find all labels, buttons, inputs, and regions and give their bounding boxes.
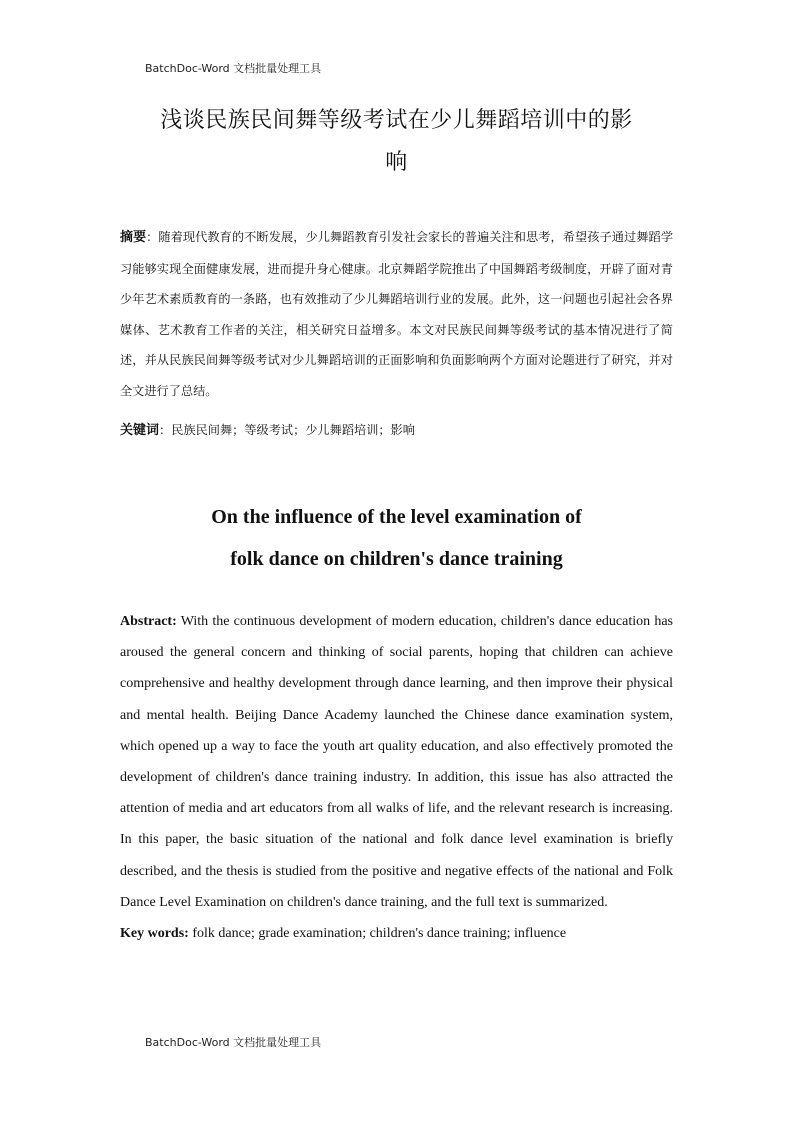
chinese-title-line-2: 响 — [385, 150, 408, 175]
chinese-abstract-text: 随着现代教育的不断发展，少儿舞蹈教育引发社会家长的普遍关注和思考，希望孩子通过舞蹈学习能够实现全面健康发展，进而提升身心健康。北京舞蹈学院推出了中国舞蹈考级制度，开辟了面对青少年艺术素质教育的一条路，也有效推动了少儿舞蹈培训行业的发展。此外，这一问题也引起社会各界媒体、艺术教育工作者的关注，相关研究日益增多。本文对民族民间舞等级考试的基本情况进行了简述，并从民族民间舞等级考试对少儿舞蹈培训的正面影响和负面影响两个方面对论题进行了研究，并对全文进行了总结。 — [120, 230, 674, 398]
chinese-keywords — [120, 418, 673, 443]
english-title — [120, 496, 673, 580]
chinese-abstract — [120, 222, 673, 407]
chinese-abstract-separator: ： — [146, 230, 159, 244]
english-title-line-2: folk dance on children's dance training — [230, 548, 563, 570]
footer-watermark-text: BatchDoc-Word 文档批量处理工具 — [145, 1036, 322, 1049]
header-watermark-text: BatchDoc-Word 文档批量处理工具 — [145, 62, 322, 75]
chinese-keywords-text: 民族民间舞；等级考试；少儿舞蹈培训；影响 — [171, 423, 415, 437]
chinese-keywords-separator: ： — [159, 423, 172, 437]
english-abstract-text: With the continuous development of modern education, children's dance education has aroused the general concern and thinking of social parents, hoping that children can achieve comprehensive and healthy development through dance learning, and then improve their physical and mental health. Beijing Dance Academy launched the Chinese dance examination system, which opened up a way to face the youth art quality education, and also effectively promoted the development of children's dance training industry. In addition, this issue has also attracted the attention of media and art educators from all walks of life, and the relevant research is increasing. In this paper, the basic situation of the national and folk dance level examination is briefly described, and the thesis is studied from the positive and negative effects of the national and Folk Dance Level Examination on children's dance training, and the full text is summarized. — [120, 614, 674, 910]
chinese-abstract-label: 摘要 — [120, 230, 147, 245]
chinese-keywords-label: 关键词 — [120, 423, 160, 438]
english-title-line-1: On the influence of the level examination of — [211, 506, 582, 528]
english-keywords-label: Key words: — [120, 926, 189, 941]
english-keywords — [120, 922, 673, 946]
english-abstract — [120, 606, 673, 918]
english-keywords-text: folk dance; grade examination; children's dance training; influence — [192, 926, 567, 941]
chinese-title-line-1: 浅谈民族民间舞等级考试在少儿舞蹈培训中的影 — [160, 108, 633, 133]
english-abstract-label: Abstract: — [120, 614, 177, 629]
chinese-title — [120, 100, 673, 184]
